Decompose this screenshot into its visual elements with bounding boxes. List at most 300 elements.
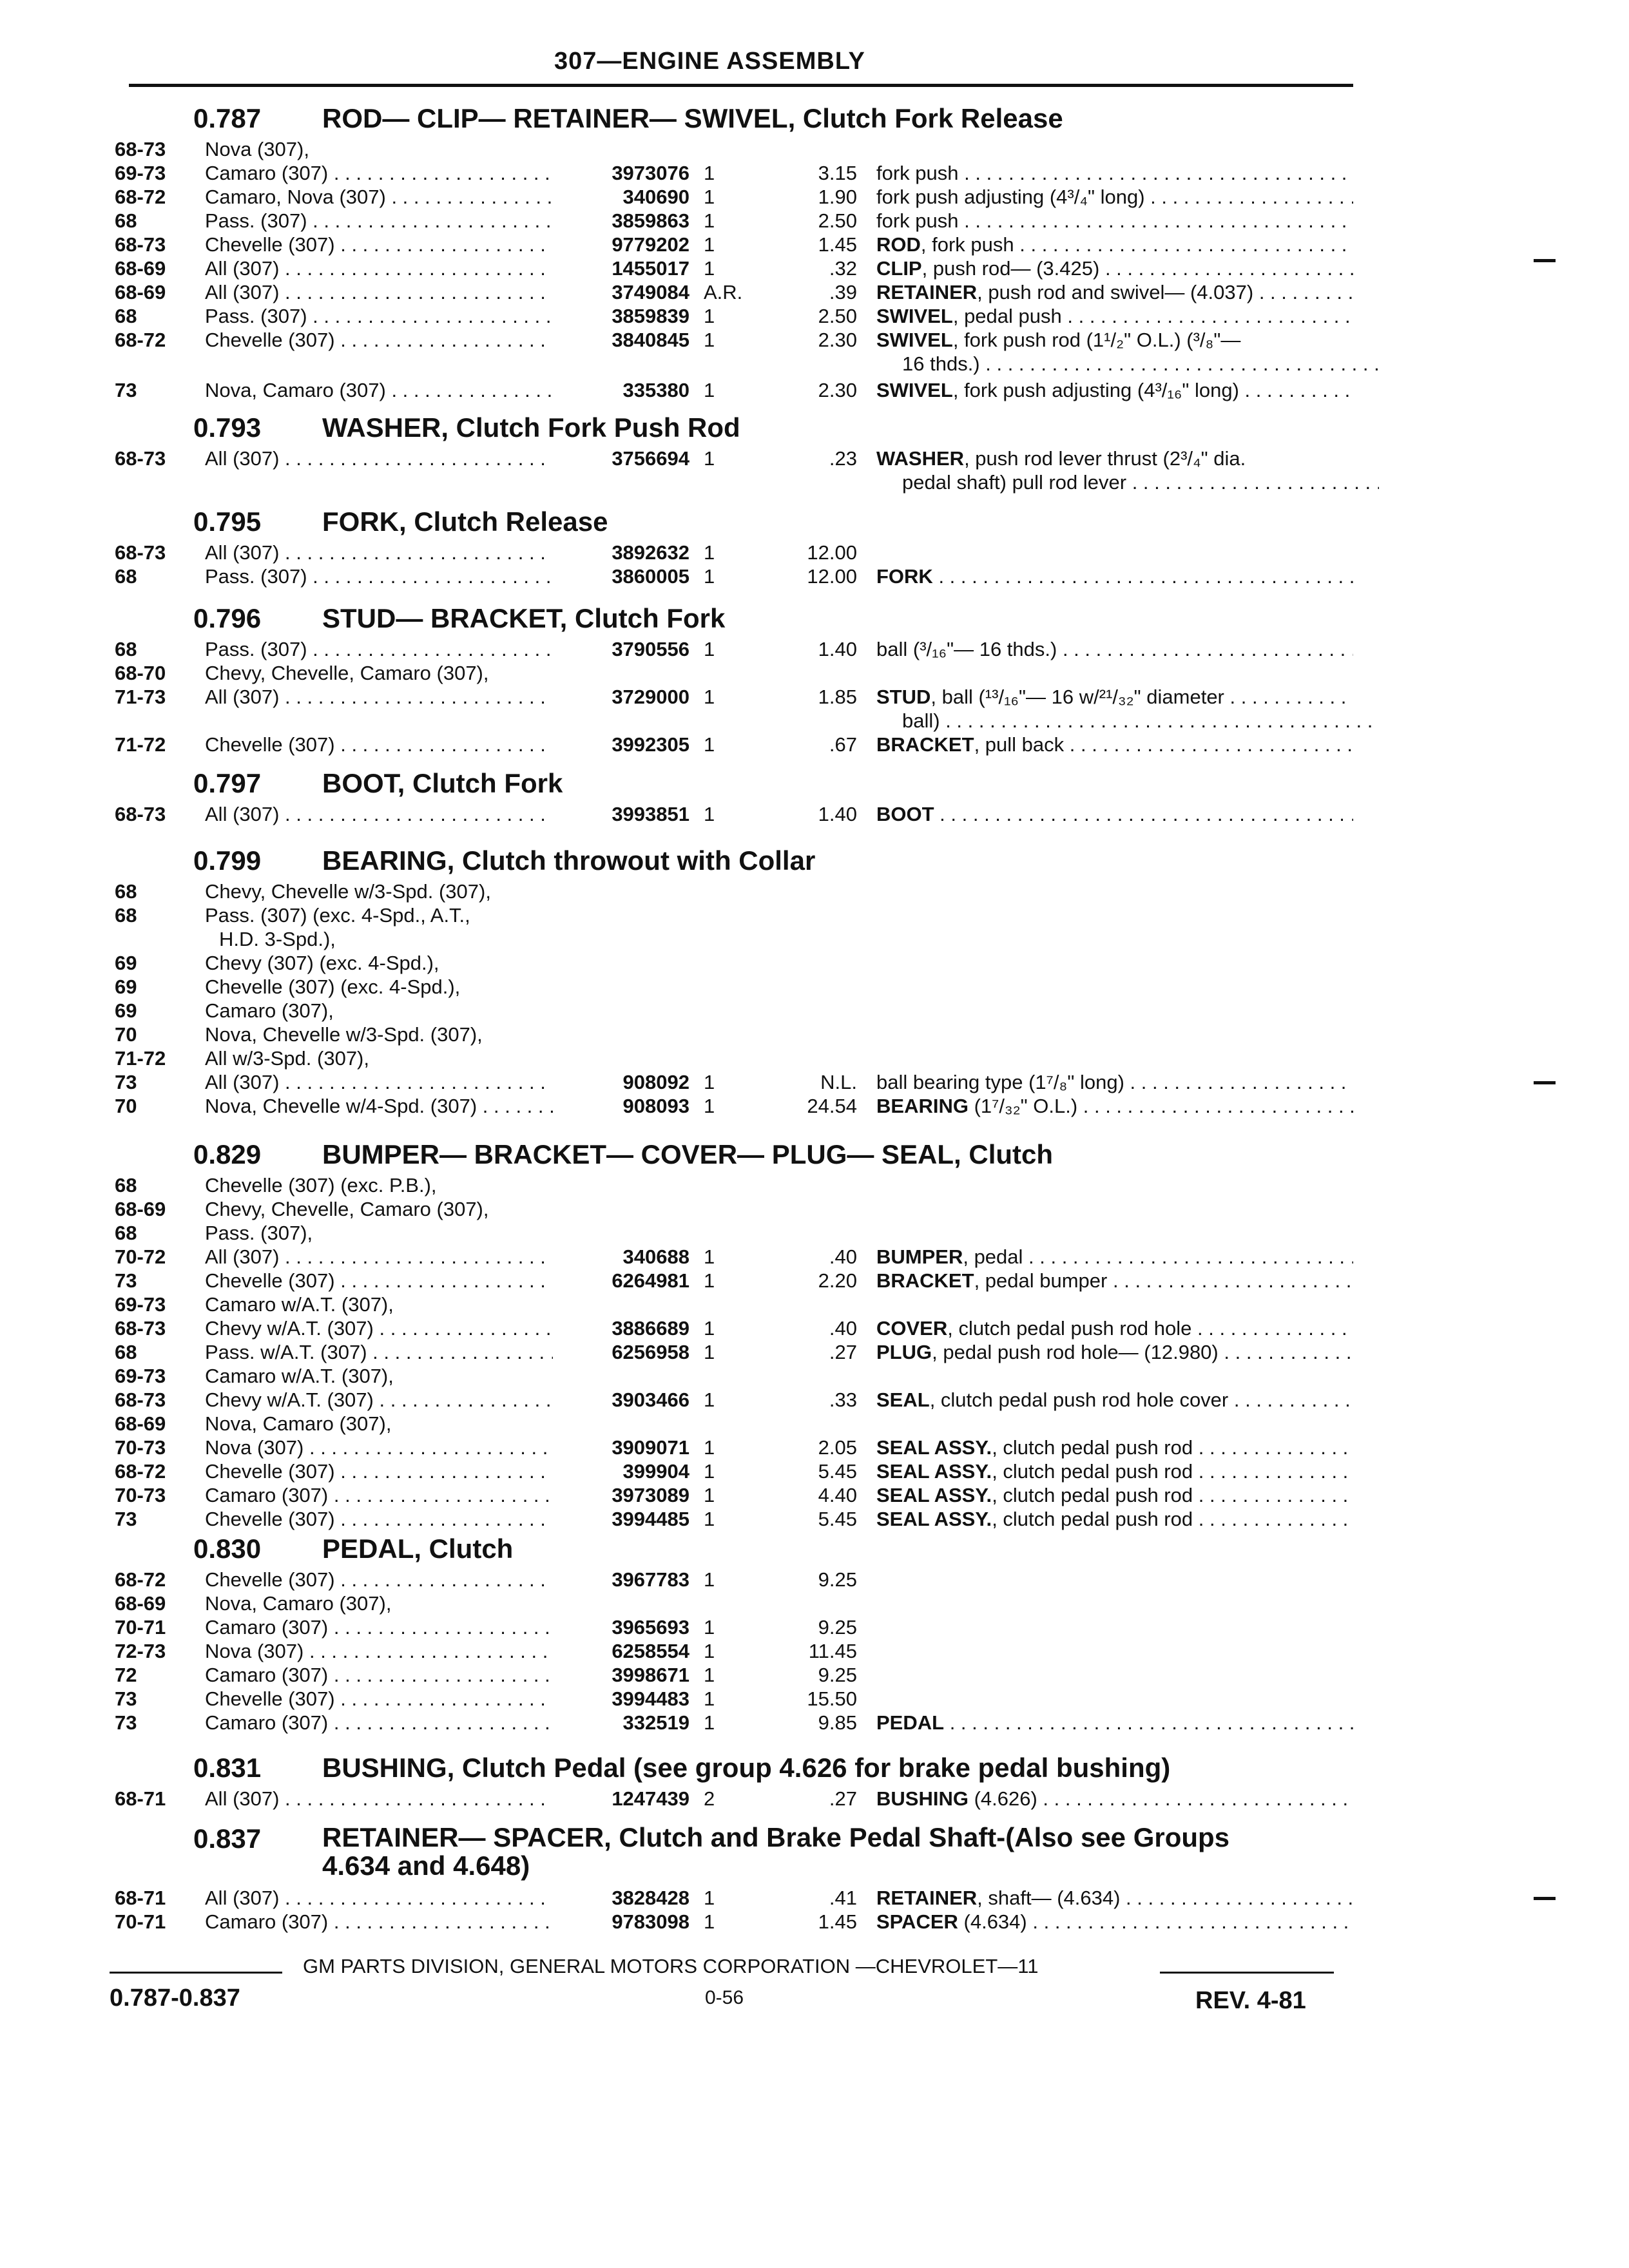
model-application: Camaro (307) . . . (205, 1664, 553, 1687)
model-year: 68 (115, 904, 137, 927)
price: 11.45 (808, 1640, 857, 1662)
part-row (0, 1293, 1629, 1318)
model-application: Chevelle (307) . . . (205, 733, 553, 756)
model-year: 73 (115, 1687, 137, 1710)
price: .23 (829, 447, 857, 470)
part-number: 3860005 (612, 565, 689, 588)
model-year: 68-73 (115, 447, 166, 470)
model-year: 68-69 (115, 257, 166, 280)
part-description: STUD, ball (¹³/₁₆"— 16 w/²¹/₃₂" diameter . . . (876, 686, 1353, 709)
model-year: 69 (115, 952, 137, 974)
part-row (0, 352, 1629, 377)
model-year: 73 (115, 1071, 137, 1093)
header-rule (129, 84, 1353, 87)
part-description: FORK . . . (876, 565, 1353, 588)
part-row (0, 928, 1629, 952)
quantity: 2 (704, 1787, 715, 1810)
group-number: 0.787 (193, 103, 262, 133)
price: 9.25 (818, 1616, 857, 1639)
group-heading (193, 1139, 1053, 1170)
model-year: 68 (115, 565, 137, 588)
model-application: Chevelle (307) . . . (205, 1568, 553, 1591)
price: 3.15 (818, 162, 857, 184)
model-year: 70 (115, 1023, 137, 1046)
part-row (0, 1616, 1629, 1640)
model-application: Nova (307) . . . (205, 1640, 553, 1663)
part-number: 340688 (622, 1245, 689, 1268)
quantity: 1 (704, 1640, 715, 1662)
model-year: 71-72 (115, 1047, 166, 1070)
model-year: 73 (115, 1711, 137, 1734)
model-year: 68-73 (115, 138, 166, 160)
model-year: 71-72 (115, 733, 166, 756)
price: 12.00 (807, 565, 857, 588)
quantity: 1 (704, 379, 715, 401)
model-application: All (307) . . . (205, 541, 553, 564)
model-application: Chevy w/A.T. (307) . . . (205, 1317, 553, 1340)
model-year: 68 (115, 638, 137, 660)
group-title: BEARING, Clutch throwout with Collar (322, 845, 816, 876)
group-heading (193, 412, 740, 443)
part-description: ball (³/₁₆"— 16 thds.) . . . (876, 638, 1353, 661)
part-row (0, 162, 1629, 186)
group-number: 0.797 (193, 768, 262, 798)
part-description: BEARING (1⁷/₃₂" O.L.) . . . (876, 1095, 1353, 1118)
part-description: COVER, clutch pedal push rod hole . . . (876, 1317, 1353, 1340)
model-application: Chevelle (307) . . . (205, 233, 553, 256)
group-heading (193, 506, 608, 537)
model-application: Camaro (307) . . . (205, 1616, 553, 1639)
model-year: 68-69 (115, 1198, 166, 1220)
part-row (0, 1023, 1629, 1048)
model-year: 68-72 (115, 329, 166, 351)
part-row (0, 1592, 1629, 1617)
model-year: 68-73 (115, 803, 166, 825)
part-description: WASHER, push rod lever thrust (2³/₄" dia. (876, 447, 1246, 470)
model-year: 73 (115, 379, 137, 401)
group-number: 0.796 (193, 603, 262, 633)
part-description: SEAL ASSY., clutch pedal push rod . . . (876, 1436, 1353, 1459)
model-application: Pass. (307) (exc. 4-Spd., A.T., (205, 904, 470, 927)
part-row (0, 305, 1629, 329)
part-row (0, 1071, 1629, 1095)
model-year: 68 (115, 1341, 137, 1363)
group-title: BUSHING, Clutch Pedal (see group 4.626 for brake pedal bushing) (322, 1753, 1171, 1783)
part-number: 3967783 (612, 1568, 689, 1591)
model-application: Chevelle (307) . . . (205, 1460, 553, 1483)
model-application: Chevelle (307) (exc. 4-Spd.), (205, 975, 461, 998)
part-number: 3749084 (612, 281, 689, 303)
model-application: Camaro (307) . . . (205, 162, 553, 185)
part-number: 335380 (622, 379, 689, 401)
quantity: A.R. (704, 281, 743, 303)
footer-group-range: 0.787-0.837 (110, 1984, 240, 2012)
quantity: 1 (704, 209, 715, 232)
page-title: 307—ENGINE ASSEMBLY (554, 48, 865, 75)
model-application: Chevelle (307) . . . (205, 1269, 553, 1293)
part-number: 3994483 (612, 1687, 689, 1710)
part-row (0, 1640, 1629, 1664)
part-number: 3909071 (612, 1436, 689, 1459)
model-year: 68 (115, 880, 137, 903)
part-row (0, 638, 1629, 662)
price: 1.90 (818, 186, 857, 208)
part-row (0, 565, 1629, 590)
part-row (0, 880, 1629, 905)
part-row (0, 1047, 1629, 1072)
part-row (0, 1095, 1629, 1119)
price: .40 (829, 1317, 857, 1340)
footer-corporation: GM PARTS DIVISION, GENERAL MOTORS CORPORATION —CHEVROLET—11 (303, 1955, 1039, 1977)
part-description: 16 thds.) . . . (902, 352, 1379, 376)
part-description: RETAINER, push rod and swivel— (4.037) . . . (876, 281, 1353, 304)
model-application: Nova, Camaro (307), (205, 1592, 392, 1615)
part-row (0, 1508, 1629, 1532)
quantity: 1 (704, 305, 715, 327)
group-title: BOOT, Clutch Fork (322, 768, 563, 798)
model-year: 68-71 (115, 1787, 166, 1810)
model-application: Chevy, Chevelle, Camaro (307), (205, 662, 489, 684)
model-application: Chevy w/A.T. (307) . . . (205, 1389, 553, 1412)
part-row (0, 186, 1629, 210)
group-number: 0.795 (193, 506, 262, 537)
group-title: RETAINER— SPACER, Clutch and Brake Pedal Shaft-(Also see Groups 4.634 and 4.648) (322, 1822, 1230, 1881)
price: 9.85 (818, 1711, 857, 1734)
price: 2.50 (818, 305, 857, 327)
part-number: 3859839 (612, 305, 689, 327)
model-application: Chevelle (307) . . . (205, 1508, 553, 1531)
group-number: 0.830 (193, 1533, 262, 1564)
price: 24.54 (807, 1095, 857, 1117)
part-row (0, 686, 1629, 710)
quantity: 1 (704, 1389, 715, 1411)
part-row (0, 662, 1629, 686)
part-description: RETAINER, shaft— (4.634) . . . (876, 1887, 1353, 1910)
part-row (0, 1711, 1629, 1736)
model-year: 68-70 (115, 662, 166, 684)
model-year: 68 (115, 1174, 137, 1196)
margin-mark (1534, 259, 1556, 262)
part-description: SWIVEL, fork push rod (1¹/₂" O.L.) (³/₈"— (876, 329, 1241, 351)
part-number: 3965693 (612, 1616, 689, 1639)
part-row (0, 952, 1629, 976)
quantity: 1 (704, 1317, 715, 1340)
part-number: 3756694 (612, 447, 689, 470)
model-year: 69 (115, 999, 137, 1022)
margin-mark (1534, 1081, 1556, 1084)
price: 9.25 (818, 1664, 857, 1686)
part-description: SEAL ASSY., clutch pedal push rod . . . (876, 1508, 1353, 1531)
model-year: 69-73 (115, 1365, 166, 1387)
footer-rule-left (110, 1972, 282, 1974)
part-row (0, 329, 1629, 353)
price: .32 (829, 257, 857, 280)
group-heading (193, 1823, 1229, 1880)
part-number: 3859863 (612, 209, 689, 232)
model-year: 68-71 (115, 1887, 166, 1909)
model-application: Nova, Camaro (307) . . . (205, 379, 553, 402)
quantity: 1 (704, 162, 715, 184)
price: 1.40 (818, 638, 857, 660)
model-year: 69-73 (115, 1293, 166, 1316)
price: 15.50 (807, 1687, 857, 1710)
quantity: 1 (704, 186, 715, 208)
quantity: 1 (704, 447, 715, 470)
part-number: 399904 (622, 1460, 689, 1483)
price: 2.30 (818, 329, 857, 351)
quantity: 1 (704, 1341, 715, 1363)
quantity: 1 (704, 803, 715, 825)
model-year: 68-69 (115, 1412, 166, 1435)
model-year: 69 (115, 975, 137, 998)
price: N.L. (820, 1071, 857, 1093)
part-number: 3994485 (612, 1508, 689, 1530)
model-year: 68-69 (115, 281, 166, 303)
model-year: 72 (115, 1664, 137, 1686)
quantity: 1 (704, 1436, 715, 1459)
model-year: 70-73 (115, 1436, 166, 1459)
part-number: 6264981 (612, 1269, 689, 1292)
footer-page-number: 0-56 (705, 1987, 744, 2008)
part-number: 3992305 (612, 733, 689, 756)
model-year: 68-72 (115, 1568, 166, 1591)
quantity: 1 (704, 1245, 715, 1268)
model-application: Nova, Camaro (307), (205, 1412, 392, 1435)
part-row (0, 999, 1629, 1024)
model-application: Chevelle (307) (exc. P.B.), (205, 1174, 437, 1196)
model-application: Camaro, Nova (307) . . . (205, 186, 553, 209)
group-number: 0.831 (193, 1753, 262, 1783)
price: 1.40 (818, 803, 857, 825)
model-application: Chevy, Chevelle, Camaro (307), (205, 1198, 489, 1220)
model-application: Camaro w/A.T. (307), (205, 1365, 394, 1387)
model-year: 68-72 (115, 1460, 166, 1483)
part-number: 3998671 (612, 1664, 689, 1686)
price: .27 (829, 1787, 857, 1810)
part-number: 3828428 (612, 1887, 689, 1909)
quantity: 1 (704, 1095, 715, 1117)
part-description: SEAL ASSY., clutch pedal push rod . . . (876, 1460, 1353, 1483)
part-row (0, 733, 1629, 758)
model-application: All (307) . . . (205, 686, 553, 709)
part-number: 6258554 (612, 1640, 689, 1662)
part-row (0, 1174, 1629, 1198)
price: 4.40 (818, 1484, 857, 1506)
model-year: 68 (115, 1222, 137, 1244)
part-description: SPACER (4.634) . . . (876, 1910, 1353, 1934)
part-description: PEDAL . . . (876, 1711, 1353, 1735)
model-year: 72-73 (115, 1640, 166, 1662)
model-year: 70-73 (115, 1484, 166, 1506)
part-row (0, 1245, 1629, 1270)
part-row (0, 1389, 1629, 1413)
model-application: Nova (307), (205, 138, 309, 160)
part-number: 3973076 (612, 162, 689, 184)
model-application: Camaro w/A.T. (307), (205, 1293, 394, 1316)
model-application: All (307) . . . (205, 1245, 553, 1269)
model-year: 73 (115, 1269, 137, 1292)
model-application: Pass. (307) . . . (205, 638, 553, 661)
price: 1.85 (818, 686, 857, 708)
model-year: 68-73 (115, 233, 166, 256)
price: 5.45 (818, 1460, 857, 1483)
part-row (0, 138, 1629, 162)
model-application: Pass. (307), (205, 1222, 313, 1244)
group-title: FORK, Clutch Release (322, 506, 608, 537)
quantity: 1 (704, 233, 715, 256)
model-application: Nova, Chevelle w/3-Spd. (307), (205, 1023, 483, 1046)
quantity: 1 (704, 1508, 715, 1530)
quantity: 1 (704, 541, 715, 564)
part-number: 3840845 (612, 329, 689, 351)
price: 2.30 (818, 379, 857, 401)
model-year: 68 (115, 305, 137, 327)
part-row (0, 904, 1629, 928)
price: .40 (829, 1245, 857, 1268)
part-row (0, 1787, 1629, 1812)
part-row (0, 1460, 1629, 1485)
model-year: 70-71 (115, 1616, 166, 1639)
model-application: H.D. 3-Spd.), (219, 928, 336, 950)
part-row (0, 1664, 1629, 1688)
group-title: ROD— CLIP— RETAINER— SWIVEL, Clutch Fork Release (322, 103, 1063, 133)
group-number: 0.799 (193, 845, 262, 876)
model-year: 68-73 (115, 1389, 166, 1411)
model-year: 68 (115, 209, 137, 232)
group-heading (193, 845, 815, 876)
model-application: All (307) . . . (205, 447, 553, 470)
part-number: 1247439 (612, 1787, 689, 1810)
part-description: BUMPER, pedal . . . (876, 1245, 1353, 1269)
model-application: Pass. (307) . . . (205, 305, 553, 328)
part-number: 908093 (622, 1095, 689, 1117)
price: 12.00 (807, 541, 857, 564)
model-year: 68-73 (115, 541, 166, 564)
quantity: 1 (704, 1269, 715, 1292)
model-application: Pass. (307) . . . (205, 565, 553, 588)
model-application: Pass. (307) . . . (205, 209, 553, 233)
model-application: All (307) . . . (205, 1887, 553, 1910)
part-number: 1455017 (612, 257, 689, 280)
model-application: Chevy (307) (exc. 4-Spd.), (205, 952, 439, 974)
quantity: 1 (704, 1460, 715, 1483)
quantity: 1 (704, 638, 715, 660)
quantity: 1 (704, 1568, 715, 1591)
price: .27 (829, 1341, 857, 1363)
group-title: PEDAL, Clutch (322, 1533, 514, 1564)
part-row (0, 379, 1629, 403)
quantity: 1 (704, 1887, 715, 1909)
part-description: SEAL, clutch pedal push rod hole cover . . . (876, 1389, 1353, 1412)
part-row (0, 1412, 1629, 1437)
part-description: SWIVEL, fork push adjusting (4³/₁₆" long) . . . (876, 379, 1353, 402)
model-application: All (307) . . . (205, 257, 553, 280)
part-row (0, 1365, 1629, 1389)
part-row (0, 1910, 1629, 1935)
part-description: ball bearing type (1⁷/₈" long) . . . (876, 1071, 1353, 1094)
part-number: 3973089 (612, 1484, 689, 1506)
part-number: 908092 (622, 1071, 689, 1093)
price: .67 (829, 733, 857, 756)
model-application: Camaro (307) . . . (205, 1484, 553, 1507)
part-description: BUSHING (4.626) . . . (876, 1787, 1353, 1811)
price: .39 (829, 281, 857, 303)
part-row (0, 1341, 1629, 1365)
part-number: 340690 (622, 186, 689, 208)
part-number: 3993851 (612, 803, 689, 825)
part-row (0, 209, 1629, 234)
part-number: 9783098 (612, 1910, 689, 1933)
part-number: 3892632 (612, 541, 689, 564)
model-year: 68-72 (115, 186, 166, 208)
quantity: 1 (704, 1071, 715, 1093)
model-application: Nova, Chevelle w/4-Spd. (307) . . . (205, 1095, 553, 1118)
price: .33 (829, 1389, 857, 1411)
part-number: 6256958 (612, 1341, 689, 1363)
group-title: WASHER, Clutch Fork Push Rod (322, 412, 740, 443)
model-application: All (307) . . . (205, 281, 553, 304)
group-title: STUD— BRACKET, Clutch Fork (322, 603, 726, 633)
footer-revision: REV. 4-81 (1195, 1987, 1306, 2014)
model-application: Chevelle (307) . . . (205, 1687, 553, 1711)
model-year: 70-71 (115, 1910, 166, 1933)
part-row (0, 1687, 1629, 1712)
part-number: 3790556 (612, 638, 689, 660)
price: 2.20 (818, 1269, 857, 1292)
quantity: 1 (704, 565, 715, 588)
part-description: BRACKET, pull back . . . (876, 733, 1353, 756)
footer-rule-right (1160, 1972, 1334, 1974)
part-row (0, 471, 1629, 495)
part-row (0, 257, 1629, 282)
quantity: 1 (704, 257, 715, 280)
model-application: Chevy, Chevelle w/3-Spd. (307), (205, 880, 491, 903)
part-row (0, 1222, 1629, 1246)
group-heading (193, 103, 1063, 134)
model-year: 68-69 (115, 1592, 166, 1615)
quantity: 1 (704, 1664, 715, 1686)
price: 1.45 (818, 233, 857, 256)
quantity: 1 (704, 1484, 715, 1506)
group-heading (193, 768, 563, 799)
model-application: All (307) . . . (205, 1787, 553, 1811)
part-number: 3729000 (612, 686, 689, 708)
model-application: Camaro (307), (205, 999, 334, 1022)
part-description: SEAL ASSY., clutch pedal push rod . . . (876, 1484, 1353, 1507)
model-year: 68-73 (115, 1317, 166, 1340)
part-description: BRACKET, pedal bumper . . . (876, 1269, 1353, 1293)
part-row (0, 447, 1629, 472)
part-row (0, 233, 1629, 258)
part-row (0, 541, 1629, 566)
part-description: ROD, fork push . . . (876, 233, 1353, 256)
part-number: 3886689 (612, 1317, 689, 1340)
part-description: BOOT . . . (876, 803, 1353, 826)
quantity: 1 (704, 1711, 715, 1734)
model-application: All (307) . . . (205, 803, 553, 826)
model-year: 71-73 (115, 686, 166, 708)
group-title: BUMPER— BRACKET— COVER— PLUG— SEAL, Clutch (322, 1139, 1054, 1169)
part-row (0, 803, 1629, 827)
model-application: Chevelle (307) . . . (205, 329, 553, 352)
part-number: 3903466 (612, 1389, 689, 1411)
part-row (0, 1887, 1629, 1911)
part-number: 332519 (622, 1711, 689, 1734)
part-number: 9779202 (612, 233, 689, 256)
price: 5.45 (818, 1508, 857, 1530)
quantity: 1 (704, 1687, 715, 1710)
group-heading (193, 1753, 1170, 1783)
